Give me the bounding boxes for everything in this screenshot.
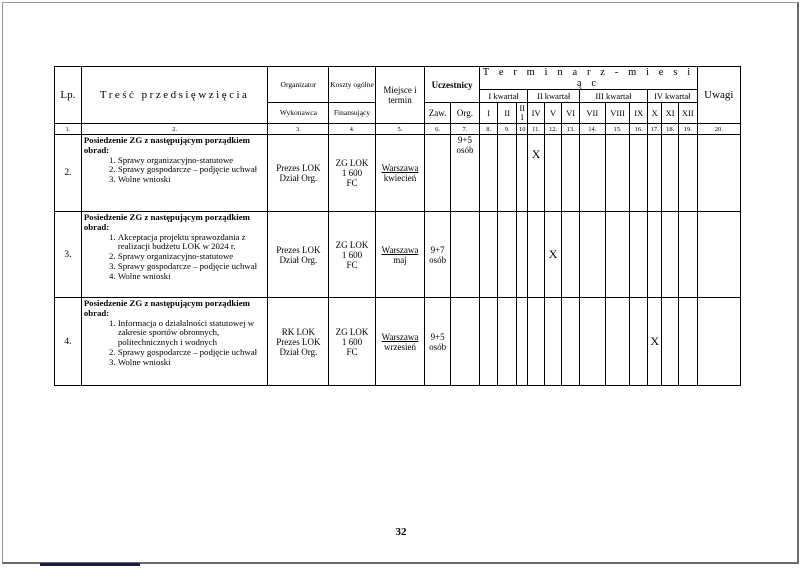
header-tresc: Treść przedsięwzięcia — [81, 67, 268, 124]
month-cell — [579, 298, 605, 386]
row-koszty — [329, 298, 375, 386]
month-cell — [479, 298, 498, 386]
row-heading: Posiedzenie ZG z następującym porządkiem obrad: — [83, 135, 250, 155]
row-content — [81, 135, 268, 212]
column-number: 4. — [329, 124, 375, 135]
row-wykonawca — [268, 135, 329, 212]
cell-line: RK LOK — [281, 326, 316, 337]
column-number: 5. — [375, 124, 425, 135]
row-place: Warszawa — [381, 163, 419, 173]
column-number: 3. — [268, 124, 329, 135]
agenda-list — [84, 233, 266, 282]
month-cell — [662, 298, 679, 386]
header-month: I — [479, 103, 498, 124]
header-month: II I — [517, 103, 528, 124]
month-cell: X — [528, 135, 545, 212]
agenda-list — [84, 319, 266, 368]
month-cell — [479, 212, 498, 298]
header-lp: Lp. — [55, 67, 82, 124]
agenda-item: 3. Wolne wnioski — [118, 358, 266, 368]
cell-line: 1 600 — [341, 168, 363, 178]
row-wykonawca — [268, 298, 329, 386]
header-uczestnicy: Uczestnicy — [425, 67, 480, 103]
row-lp: 4. — [55, 298, 82, 386]
row-lp: 2. — [55, 135, 82, 212]
header-month: XI — [662, 103, 679, 124]
header-terminarz: T e r m i n a r z - m i e s i ą c — [479, 67, 697, 90]
column-number: 9. — [498, 124, 517, 135]
month-cell — [544, 298, 562, 386]
row-koszty — [329, 212, 375, 298]
month-cell — [562, 135, 580, 212]
row-content — [81, 212, 268, 298]
month-cell — [605, 212, 630, 298]
header-month: VII — [579, 103, 605, 124]
cell-line: 1 600 — [341, 336, 363, 347]
cell-line: Dział Org. — [279, 254, 318, 265]
month-cell — [498, 212, 517, 298]
month-cell — [528, 298, 545, 386]
cell-line: 9+7 — [430, 244, 445, 255]
header-month: VI — [562, 103, 580, 124]
header-koszty: Koszty ogólne — [329, 67, 375, 103]
row-zaw — [425, 135, 451, 212]
column-number: 12. — [544, 124, 562, 135]
month-cell — [630, 212, 648, 298]
month-cell — [562, 298, 580, 386]
row-heading: Posiedzenie ZG z następującym porządkiem obrad: — [83, 298, 250, 318]
month-cell — [647, 212, 661, 298]
month-cell — [678, 212, 697, 298]
column-number: 15. — [605, 124, 630, 135]
table-row — [55, 212, 741, 298]
agenda-item: 1. Akceptacja projektu sprawozdania z realizacji budżetu LOK w 2024 r. — [118, 233, 266, 253]
header-month: IX — [630, 103, 648, 124]
agenda-item: 1. Sprawy organizacyjno-statutowe — [118, 156, 266, 166]
cell-line: Prezes LOK — [276, 336, 321, 347]
month-cell — [579, 135, 605, 212]
column-number: 2. — [81, 124, 268, 135]
row-miejsce — [375, 135, 425, 212]
row-org — [451, 212, 480, 298]
table-row — [55, 135, 741, 212]
header-month: XII — [678, 103, 697, 124]
cell-line: Prezes LOK — [276, 244, 321, 255]
row-content — [81, 298, 268, 386]
column-number-row — [55, 124, 741, 135]
scan-edge-bar — [40, 563, 140, 566]
header-miejsce: Miejsce i termin — [375, 67, 425, 124]
row-term: wrzesień — [383, 341, 416, 352]
header-quarter-4: IV kwartał — [647, 90, 697, 103]
agenda-list — [84, 156, 266, 185]
row-org — [451, 135, 480, 212]
month-cell — [498, 135, 517, 212]
header-month: II — [498, 103, 517, 124]
cell-line: osób — [429, 254, 447, 265]
column-number: 18. — [662, 124, 679, 135]
month-cell — [528, 212, 545, 298]
cell-line: ZG LOK — [335, 158, 369, 168]
month-cell — [579, 212, 605, 298]
row-zaw — [425, 298, 451, 386]
plan-table — [54, 66, 741, 386]
cell-line: FC — [346, 346, 358, 357]
header-uwagi: Uwagi — [697, 67, 740, 124]
month-cell — [498, 298, 517, 386]
agenda-item: 3. Wolne wnioski — [118, 175, 266, 185]
column-number: 13. — [562, 124, 580, 135]
row-miejsce — [375, 298, 425, 386]
header-month: IV — [528, 103, 545, 124]
header-quarter-1: I kwartał — [479, 90, 527, 103]
column-number: 6. — [425, 124, 451, 135]
header-month: X — [647, 103, 661, 124]
column-number: 11. — [528, 124, 545, 135]
page-number: 32 — [395, 526, 407, 538]
column-number: 17. — [647, 124, 661, 135]
header-finansujacy: Finansujący — [329, 103, 375, 124]
cell-line: FC — [346, 259, 358, 270]
column-number: 7. — [451, 124, 480, 135]
cell-line: osób — [429, 341, 447, 352]
agenda-item: 1. Informacja o działalności statutowej w zakresie sportów obronnych, politechnicznych i wodnych — [118, 319, 266, 348]
cell-line: 1 600 — [341, 249, 363, 260]
row-zaw — [425, 212, 451, 298]
row-miejsce — [375, 212, 425, 298]
month-cell — [605, 135, 630, 212]
row-term: kwiecień — [383, 173, 417, 183]
month-cell — [647, 135, 661, 212]
month-cell — [605, 298, 630, 386]
month-cell — [630, 135, 648, 212]
cell-line: Prezes LOK — [276, 163, 321, 173]
table-row — [55, 298, 741, 386]
cell-line: ZG LOK — [335, 239, 369, 250]
row-uwagi — [697, 298, 740, 386]
row-koszty — [329, 135, 375, 212]
column-number: 19. — [678, 124, 697, 135]
row-wykonawca — [268, 212, 329, 298]
row-uwagi — [697, 135, 740, 212]
agenda-item: 2. Sprawy organizacyjno-statutowe — [118, 252, 266, 262]
header-organizator: Organizator — [268, 67, 329, 103]
column-number: 10 — [517, 124, 528, 135]
column-number: 20. — [697, 124, 740, 135]
cell-line: FC — [346, 178, 358, 188]
header-month: V — [544, 103, 562, 124]
cell-line: 9+5 — [457, 135, 472, 145]
header-org: Org. — [451, 103, 480, 124]
month-cell — [517, 298, 528, 386]
month-cell — [678, 298, 697, 386]
row-lp: 3. — [55, 212, 82, 298]
month-cell — [630, 298, 648, 386]
agenda-item: 2. Sprawy gospodarcze – podjęcie uchwał — [118, 348, 266, 358]
month-cell — [678, 135, 697, 212]
month-cell: X — [647, 298, 661, 386]
column-number: 8. — [479, 124, 498, 135]
agenda-item: 2. Sprawy gospodarcze – podjęcie uchwał — [118, 165, 266, 175]
month-cell — [662, 135, 679, 212]
agenda-item: 4. Wolne wnioski — [118, 272, 266, 282]
month-cell — [662, 212, 679, 298]
cell-line: 9+5 — [430, 331, 445, 342]
header-quarter-3: III kwartał — [579, 90, 647, 103]
column-number: 1. — [55, 124, 82, 135]
header-quarter-2: II kwartał — [528, 90, 580, 103]
month-cell — [479, 135, 498, 212]
header-zaw: Zaw. — [425, 103, 451, 124]
cell-line: osób — [456, 145, 474, 155]
cell-line: Dział Org. — [279, 346, 318, 357]
month-cell: X — [544, 212, 562, 298]
column-number: 14. — [579, 124, 605, 135]
month-cell — [517, 212, 528, 298]
month-cell — [517, 135, 528, 212]
header-wykonawca: Wykonawca — [268, 103, 329, 124]
agenda-item: 3. Sprawy gospodarcze – podjęcie uchwał — [118, 262, 266, 272]
column-number: 16. — [630, 124, 648, 135]
cell-line: ZG LOK — [335, 326, 369, 337]
header-month: VIII — [605, 103, 630, 124]
table-body — [55, 135, 741, 386]
month-cell — [544, 135, 562, 212]
row-heading: Posiedzenie ZG z następującym porządkiem obrad: — [83, 212, 250, 232]
row-uwagi — [697, 212, 740, 298]
row-org — [451, 298, 480, 386]
cell-line: Dział Org. — [279, 173, 318, 183]
row-place: Warszawa — [381, 331, 419, 342]
row-place: Warszawa — [381, 244, 419, 255]
row-term: maj — [393, 254, 407, 265]
month-cell — [562, 212, 580, 298]
